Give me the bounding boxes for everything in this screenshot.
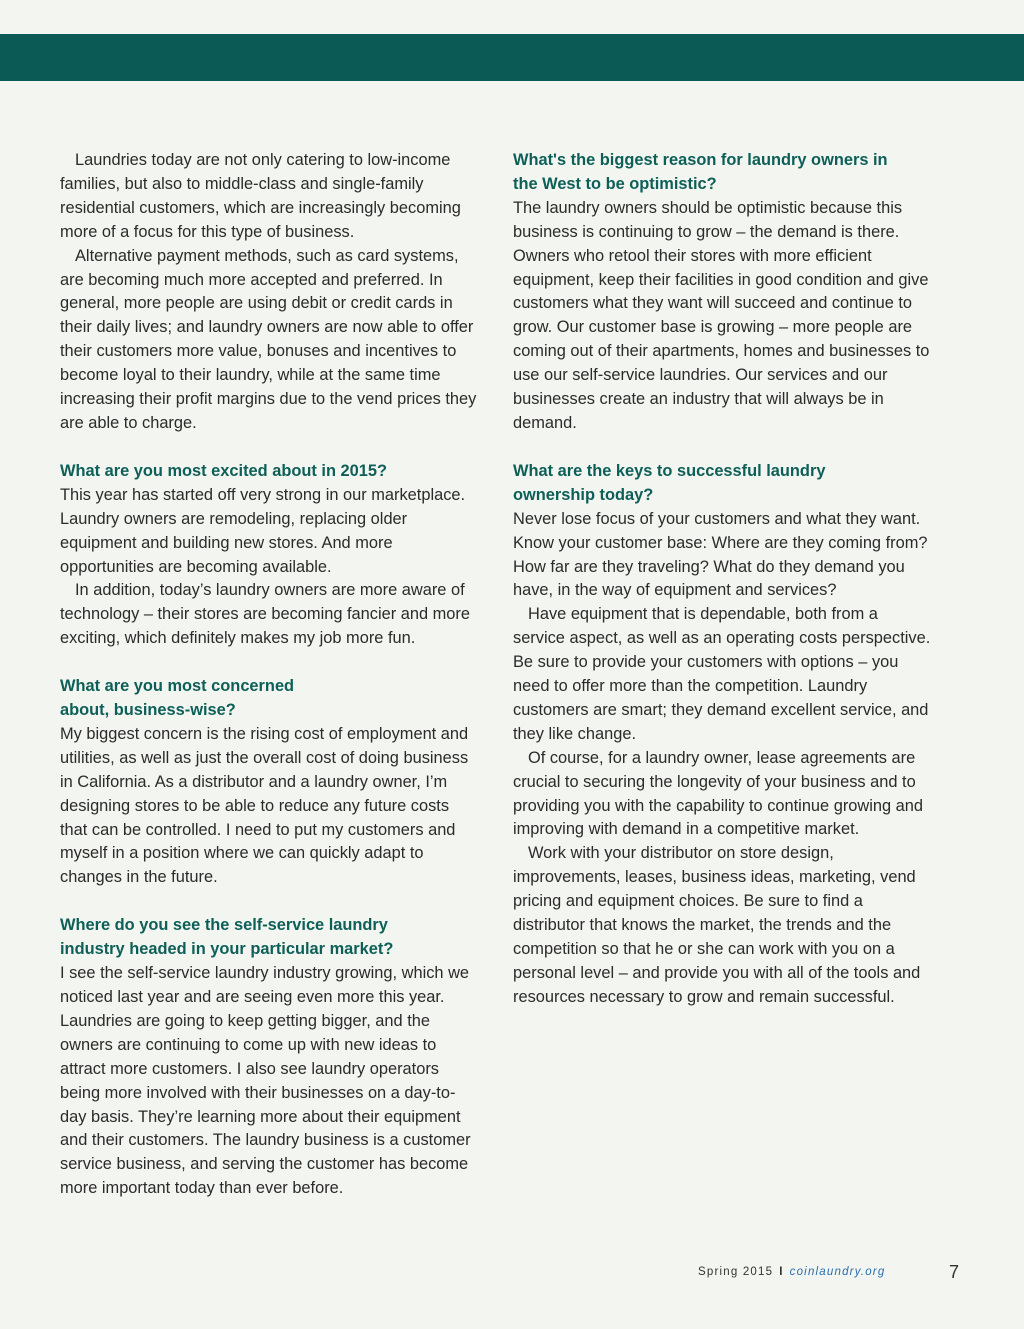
intro-paragraph-2: Alternative payment methods, such as card systems, are becoming much more accepted and preferred. In general, more people are using debit or credit cards in their daily lives; and laundry owners are now able to offer their customers more value, bonuses and incentives to become loyal to their laundry, while at the same time increasing their profit margins due to the vend prices they are able to charge. <box>60 246 477 432</box>
question-heading-excited: What are you most excited about in 2015? <box>60 461 387 480</box>
answer-keys-paragraph-2: Have equipment that is dependable, both from a service aspect, as well as an operating costs perspective. Be sure to provide your customers with options – you need to offer more than the competition. Laundry customers are smart; they demand excellent service, and they like change. <box>513 605 931 743</box>
right-column <box>513 149 931 1010</box>
question-heading-industry <box>60 914 478 962</box>
answer-concerned-paragraph: My biggest concern is the rising cost of employment and utilities, as well as just the overall cost of doing business in California. As a distributor and a laundry owner, I’m designing stores to be able to reduce any future costs that can be controlled. I need to put my customers and myself in a position where we can quickly adapt to changes in the future. <box>60 724 469 887</box>
answer-keys-paragraph-4: Work with your distributor on store design, improvements, leases, business ideas, marketing, vend pricing and equipment choices. Be sure to find a distributor that knows the market, the trends and the competition so that he or she can work with you on a personal level – and provide you with all of the tools and resources necessary to grow and remain successful. <box>513 844 921 1006</box>
website-link[interactable]: coinlaundry.org <box>789 1266 886 1278</box>
question-heading-keys <box>513 460 931 508</box>
answer-excited-paragraph-2: In addition, today’s laundry owners are more aware of technology – their stores are becoming fancier and more exciting, which definitely makes my job more fun. <box>60 581 470 648</box>
question-heading-optimistic-line-2: the West to be optimistic? <box>513 174 717 193</box>
page-number: 7 <box>949 1262 960 1282</box>
answer-keys-paragraph-3: Of course, for a laundry owner, lease agreements are crucial to securing the longevity of your business and to providing you with the capability to continue growing and improving with demand in a competitive market. <box>513 748 924 839</box>
answer-excited-paragraph-1: This year has started off very strong in our marketplace. Laundry owners are remodeling, replacing older equipment and building new stores. And more opportunities are becoming available. <box>60 485 466 576</box>
header-band <box>0 34 1024 81</box>
question-heading-industry-line-1: Where do you see the self-service laundry <box>60 916 388 935</box>
page-footer <box>698 1266 885 1278</box>
question-heading-concerned-line-1: What are you most concerned <box>60 677 295 696</box>
question-heading-industry-line-2: industry headed in your particular market? <box>60 940 394 959</box>
answer-optimistic-paragraph: The laundry owners should be optimistic because this business is continuing to grow – the demand is there. Owners who retool their stores with more efficient equipment, keep their facilities in good condition and give customers what they want will succeed and continue to grow. Our customer base is growing – more people are coming out of their apartments, homes and businesses to use our self-service laundries. Our services and our businesses create an industry that will always be in demand. <box>513 198 930 432</box>
answer-industry-paragraph: I see the self-service laundry industry growing, which we noticed last year and are seeing even more this year. Laundries are going to keep getting bigger, and the owners are continuing to come up with new ideas to attract more customers. I also see laundry operators being more involved with their businesses on a day-to-day basis. They’re learning more about their equipment and their customers. The laundry business is a customer service business, and serving the customer has become more important today than ever before. <box>60 964 471 1198</box>
question-heading-concerned <box>60 675 478 723</box>
question-heading-keys-line-1: What are the keys to successful laundry <box>513 461 826 480</box>
issue-label: Spring 2015 <box>698 1266 774 1278</box>
question-heading-keys-line-2: ownership today? <box>513 485 654 504</box>
intro-paragraph-1: Laundries today are not only catering to low-income families, but also to middle-class and single-family residential customers, which are increasingly becoming more of a focus for this type of business. <box>60 151 461 241</box>
left-column <box>60 149 478 1201</box>
question-heading-optimistic-line-1: What's the biggest reason for laundry owners in <box>513 151 888 169</box>
question-heading-concerned-line-2: about, business-wise? <box>60 701 236 720</box>
footer-separator: I <box>779 1266 784 1278</box>
question-heading-optimistic <box>513 149 931 197</box>
answer-keys-paragraph-1: Never lose focus of your customers and what they want. Know your customer base: Where are they coming from? How far are they traveling? What do they demand you have, in the way of equipment and services? <box>513 509 928 600</box>
